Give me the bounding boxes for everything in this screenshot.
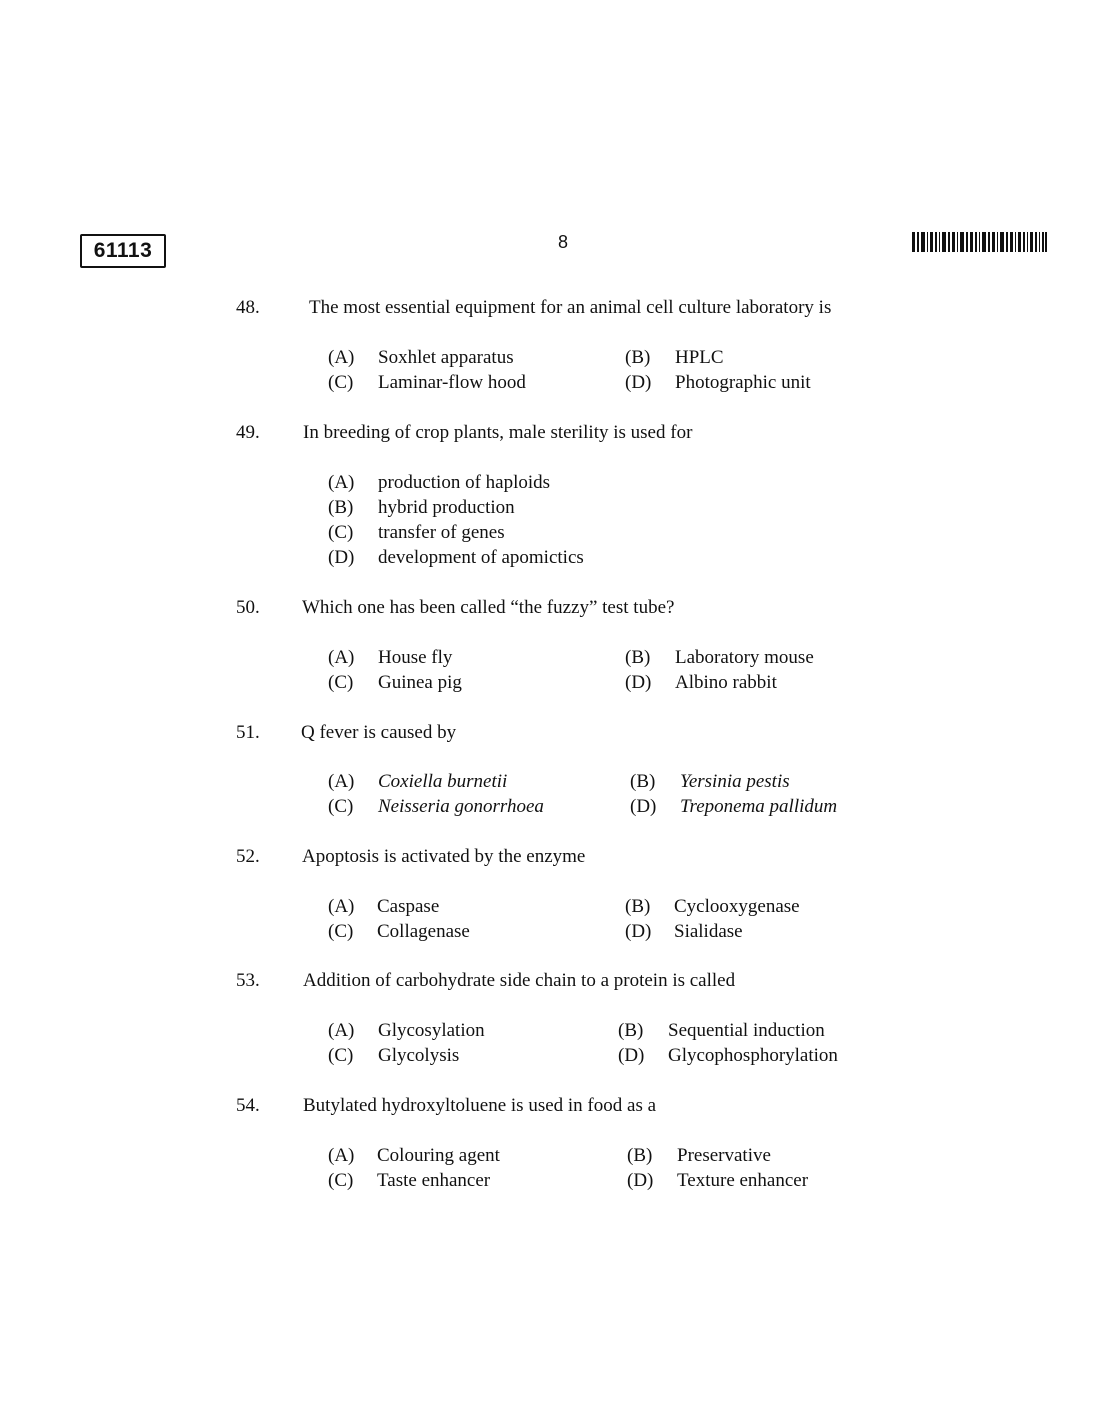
option-text: Laboratory mouse: [675, 647, 814, 668]
option-label: (A): [328, 1145, 355, 1166]
option-label: (A): [328, 472, 355, 493]
option-text: Laminar-flow hood: [378, 372, 526, 393]
option-text: Neisseria gonorrhoea: [378, 796, 544, 817]
option-text: Photographic unit: [675, 372, 811, 393]
question-number: 53.: [236, 970, 260, 991]
option-text: Sialidase: [674, 921, 743, 942]
option-label: (D): [618, 1045, 645, 1066]
option-label: (C): [328, 796, 354, 817]
page-number: 8: [557, 232, 568, 252]
option-label: (D): [627, 1170, 654, 1191]
question-text: Q fever is caused by: [301, 722, 457, 743]
option-text: Glycophosphorylation: [668, 1045, 838, 1066]
option-label: (A): [328, 647, 355, 668]
option-label: (A): [328, 347, 355, 368]
option-label: (D): [625, 672, 652, 693]
option-text: House fly: [378, 647, 453, 668]
question-number: 51.: [236, 722, 260, 743]
question-text: Apoptosis is activated by the enzyme: [302, 846, 586, 867]
option-text: Texture enhancer: [677, 1170, 809, 1191]
option-text: Guinea pig: [378, 672, 462, 693]
question-number: 54.: [236, 1095, 260, 1116]
option-label: (C): [328, 1045, 354, 1066]
option-text: Colouring agent: [377, 1145, 500, 1166]
option-label: (A): [328, 1020, 355, 1041]
option-text: Treponema pallidum: [680, 796, 838, 817]
question-number: 50.: [236, 597, 260, 618]
question-text: In breeding of crop plants, male sterility is used for: [303, 422, 693, 443]
option-label: (D): [328, 547, 355, 568]
option-label: (B): [328, 497, 354, 518]
option-label: (D): [630, 796, 657, 817]
option-text: production of haploids: [378, 472, 551, 493]
question-text: Which one has been called “the fuzzy” test tube?: [302, 597, 675, 618]
option-label: (A): [328, 896, 355, 917]
option-label: (C): [328, 522, 354, 543]
option-text: Preservative: [677, 1145, 771, 1166]
option-label: (C): [328, 1170, 354, 1191]
option-label: (D): [625, 372, 652, 393]
option-label: (B): [625, 896, 651, 917]
option-label: (A): [328, 771, 355, 792]
option-label: (C): [328, 672, 354, 693]
option-text: HPLC: [675, 347, 724, 368]
option-text: Caspase: [377, 896, 440, 917]
option-label: (D): [625, 921, 652, 942]
option-text: Taste enhancer: [377, 1170, 491, 1191]
option-label: (B): [625, 347, 651, 368]
option-text: transfer of genes: [378, 522, 505, 543]
option-text: hybrid production: [378, 497, 515, 518]
option-label: (B): [630, 771, 656, 792]
question-text: Addition of carbohydrate side chain to a protein is called: [303, 970, 736, 991]
option-text: Albino rabbit: [675, 672, 777, 693]
option-label: (B): [618, 1020, 644, 1041]
option-label: (C): [328, 921, 354, 942]
question-number: 48.: [236, 297, 260, 318]
option-label: (B): [627, 1145, 653, 1166]
question-number: 52.: [236, 846, 260, 867]
barcode-icon: [912, 232, 1047, 252]
question-number: 49.: [236, 422, 260, 443]
option-text: development of apomictics: [378, 547, 584, 568]
option-text: Sequential induction: [668, 1020, 825, 1041]
option-text: Soxhlet apparatus: [378, 347, 514, 368]
question-text: Butylated hydroxyltoluene is used in food as a: [303, 1095, 657, 1116]
option-text: Yersinia pestis: [680, 771, 790, 792]
option-label: (B): [625, 647, 651, 668]
option-text: Collagenase: [377, 921, 470, 942]
option-text: Coxiella burnetii: [378, 771, 508, 792]
option-text: Cyclooxygenase: [674, 896, 800, 917]
option-label: (C): [328, 372, 354, 393]
question-text: The most essential equipment for an animal cell culture laboratory is: [309, 297, 832, 318]
paper-code: 61113: [80, 234, 166, 268]
option-text: Glycolysis: [378, 1045, 460, 1066]
option-text: Glycosylation: [378, 1020, 485, 1041]
